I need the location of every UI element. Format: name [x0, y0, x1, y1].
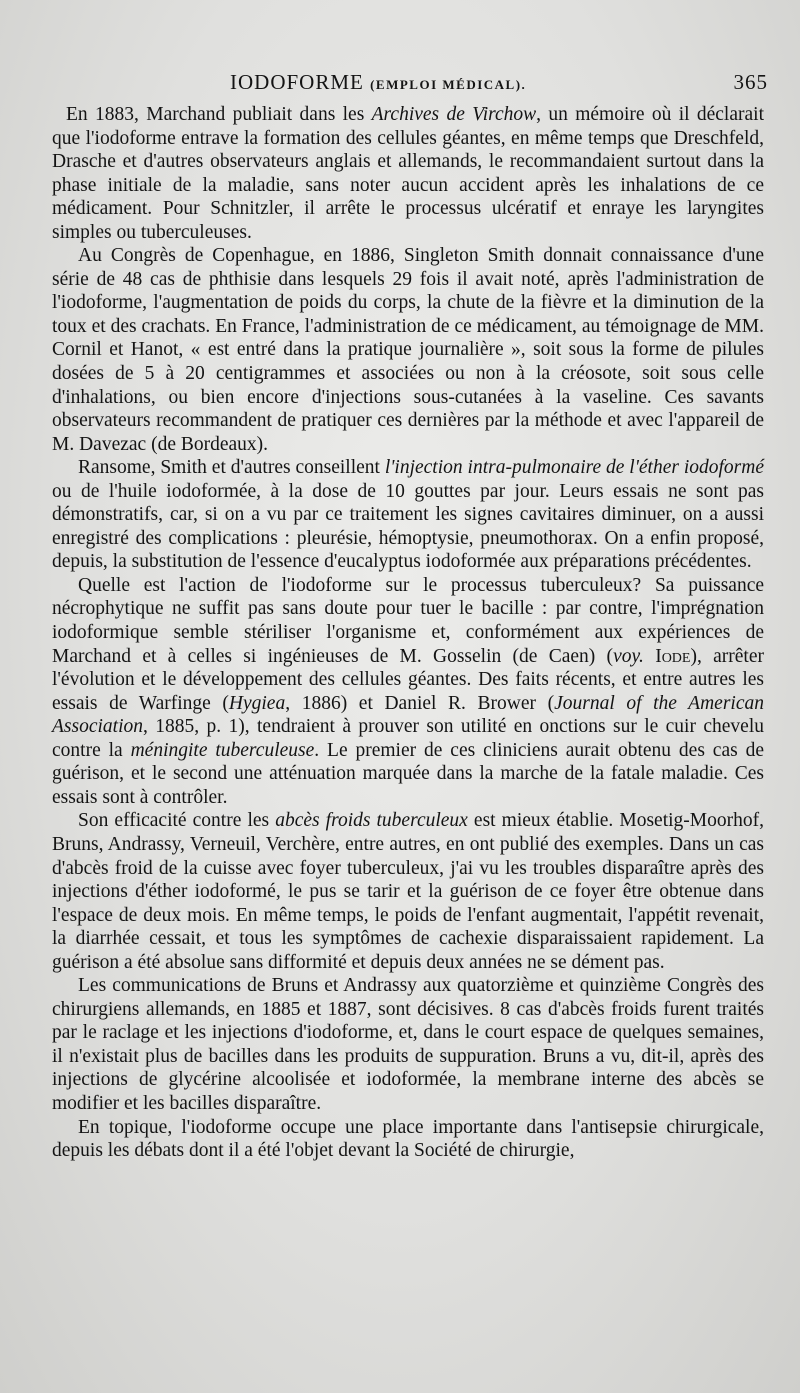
running-header [52, 70, 770, 100]
paragraph [52, 244, 764, 456]
paragraph [52, 103, 764, 244]
text-run [644, 646, 655, 667]
text-run: En topique, l'iodoforme occupe une place importante dans l'antisepsie chirurgicale, depuis les débats dont il a été l'objet devant la Société de chirurgie, [52, 1116, 764, 1162]
body-text [52, 103, 764, 1163]
text-run: Quelle est l'action de l'iodoforme sur le processus tuberculeux? Sa puissance nécrophytique ne suffit pas sans doute pour tuer le bacille : par contre, l'imprégnation iodoformique semble stériliser l'organisme et, conformément aux expériences de Marchand et à celles si ingénieuses de M. Gosselin (de Caen) ( [52, 574, 764, 667]
text-run: . Le premier de ces cliniciens aurait obtenu des cas de guérison, et le second une atténuation marquée dans la marche de la fatale maladie. Ces essais sont à contrôler. [52, 739, 765, 808]
paragraph [52, 574, 764, 809]
text-run: Les communications de Bruns et Andrassy aux quatorzième et quinzième Congrès des chirurgiens allemands, en 1885 et 1887, sont décisives. 8 cas d'abcès froids furent traités par le raclage et les injections d'iodoforme, et, dans le court espace de quelques semaines, il n'existait plus de bacilles dans les produits de suppuration. Bruns a vu, dit-il, après des injections de glycérine alcoolisée et iodoformée, la membrane interne des abcès se modifier et les bacilles disparaître. [52, 975, 764, 1114]
running-title [230, 70, 526, 95]
paragraph [52, 809, 764, 974]
text-run: Au Congrès de Copenhague, en 1886, Singleton Smith donnait connaissance d'une série de 48 cas de phthisie dans lesquels 29 fois il avait noté, après l'administration de l'iodoforme, l'augmentation de poids du corps, la chute de la fièvre et la diminution de la toux et des crachats. En France, l'administration de ce médicament, au témoignage de MM. Cornil et Hanot, « est entré dans la pratique journalière », soit sous la forme de pilules dosées de 5 à 20 centigrammes et associées ou non à la créosote, soit sous celle d'inhalations, ou bien encore d'injections sous-cutanées à la vaseline. Ces savants observateurs recommandent de pratiquer ces dernières par la méthode et avec l'appareil de M. Davezac (de Bordeaux). [52, 245, 764, 455]
italic-text: l'injection intra-pulmonaire de l'éther iodoformé [384, 457, 764, 479]
italic-text: abcès froids tuberculeux [275, 810, 468, 832]
text-run: ), arrêter l'évolution et le développement des cellules géantes. Des faits récents, et entre autres les essais de Warfinge ( [52, 645, 764, 714]
paragraph [52, 456, 764, 574]
running-title-main: IODOFORME [230, 70, 364, 94]
smallcaps-text: Iode [655, 645, 691, 667]
text-run: , un mémoire où il déclarait que l'iodoforme entrave la formation des cellules géantes, en même temps que Dreschfeld, Drasche et d'autres observateurs anglais et allemands, le recommandaient surtout dans la phase initiale de la maladie, sans noter aucun accident après les inhalations de ce médicament. Pour Schnitzler, il arrête le processus ulcératif et enraye les laryngites simples ou tuberculeuses. [52, 104, 764, 243]
text-run: est mieux établie. Mosetig-Moorhof, Bruns, Andrassy, Verneuil, Verchère, entre autres, en ont publié des exemples. Dans un cas d'abcès froid de la cuisse avec foyer tuberculeux, j'ai vu les troubles disparaître après des injections d'éther iodoformé, le pus se tarir et la guérison de ce foyer être obtenue dans l'espace de deux mois. En même temps, le poids de l'enfant augmentait, l'appétit revenait, la diarrhée cessait, et tous les symptômes de cachexie disparaissaient rapidement. La guérison a été absolue sans difformité et depuis deux années ne se dément pas. [52, 810, 764, 973]
italic-text: Journal of the American Association [52, 692, 764, 738]
page-number: 365 [733, 70, 768, 94]
paragraph [52, 1116, 764, 1163]
text-run: Ransome, Smith et d'autres conseillent [78, 457, 385, 479]
paragraph [52, 974, 764, 1115]
text-run: ou de l'huile iodoformée, à la dose de 10 gouttes par jour. Leurs essais ne sont pas démonstratifs, car, si on a vu par ce traitement les signes cavitaires diminuer, on a aussi enregistré des complications : pleurésie, hémoptysie, pneumothorax. On a enfin proposé, depuis, la substitution de l'essence d'eucalyptus iodoformée aux préparations précédentes. [52, 480, 764, 573]
text-run: Son efficacité contre les [78, 810, 276, 832]
italic-text: voy. [613, 645, 644, 667]
text-run: En 1883, Marchand publiait dans les [66, 104, 372, 125]
italic-text: méningite tuberculeuse [130, 739, 315, 761]
text-run: , 1886) et Daniel R. Brower ( [285, 692, 555, 714]
italic-text: Hygiea [228, 692, 286, 714]
italic-text: Archives de Virchow [371, 104, 537, 125]
running-title-sub: (EMPLOI MÉDICAL). [370, 77, 527, 92]
text-run: , 1885, p. 1), tendraient à prouver son utilité en onctions sur le cuir chevelu contre la [52, 716, 764, 761]
